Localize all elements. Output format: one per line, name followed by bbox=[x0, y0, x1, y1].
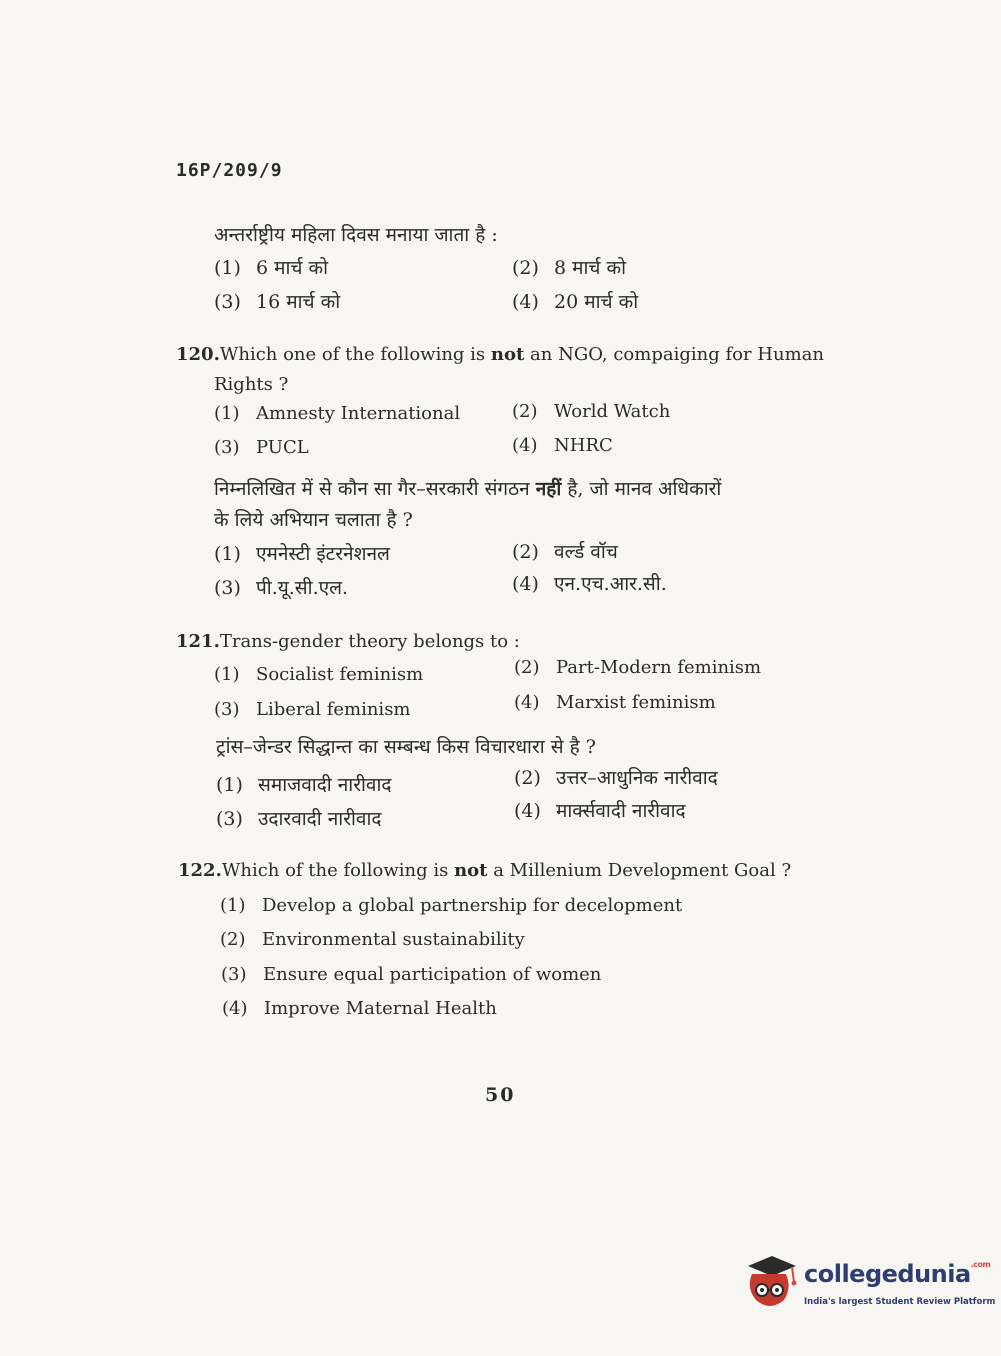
option-text: Liberal feminism bbox=[256, 699, 411, 720]
option-number: (4) bbox=[512, 291, 539, 313]
option-number: (3) bbox=[221, 964, 247, 985]
brand-tagline: India's largest Student Review Platform bbox=[804, 1297, 996, 1307]
option-text: Marxist feminism bbox=[556, 692, 716, 713]
q122-option-2 bbox=[220, 929, 525, 950]
q119-hindi-option-1 bbox=[214, 254, 328, 280]
q122-option-3 bbox=[221, 964, 601, 985]
option-text: मार्क्सवादी नारीवाद bbox=[556, 800, 686, 822]
q122-option-1 bbox=[220, 895, 682, 916]
brand-name bbox=[804, 1260, 990, 1288]
q120-hindi-question-line1 bbox=[214, 474, 721, 504]
option-text: Socialist feminism bbox=[256, 664, 424, 685]
option-number: (2) bbox=[512, 257, 539, 279]
option-number: (2) bbox=[512, 401, 538, 422]
option-text: पी.यू.सी.एल. bbox=[256, 577, 349, 599]
option-number: (3) bbox=[214, 577, 241, 599]
q120-option-4 bbox=[512, 435, 613, 456]
option-text: वर्ल्ड वॉच bbox=[554, 541, 618, 563]
paper-code: 16P/209/9 bbox=[176, 160, 283, 181]
collegedunia-mascot-icon bbox=[742, 1252, 798, 1314]
option-text: एन.एच.आर.सी. bbox=[554, 573, 667, 595]
q120-option-2 bbox=[512, 401, 670, 422]
q120-question-line2: Rights ? bbox=[214, 374, 289, 395]
q119-hindi-option-2 bbox=[512, 254, 626, 280]
option-number: (1) bbox=[214, 664, 240, 685]
option-text: World Watch bbox=[554, 401, 671, 422]
option-text: एमनेस्टी इंटरनेशनल bbox=[256, 543, 390, 565]
question-number: 121. bbox=[176, 631, 220, 652]
q122-question bbox=[178, 856, 791, 886]
question-text: Trans-gender theory belongs to : bbox=[219, 631, 520, 652]
option-number: (3) bbox=[214, 699, 240, 720]
option-number: (4) bbox=[514, 800, 541, 822]
option-number: (4) bbox=[512, 435, 538, 456]
option-number: (1) bbox=[216, 774, 243, 796]
question-text: Which of the following is bbox=[221, 860, 455, 881]
option-text: Amnesty International bbox=[256, 403, 461, 424]
option-number: (4) bbox=[222, 998, 248, 1019]
option-number: (1) bbox=[214, 543, 241, 565]
emphasis-nahin: नहीं bbox=[535, 478, 562, 500]
option-text: 8 मार्च को bbox=[554, 257, 627, 279]
option-number: (1) bbox=[214, 403, 240, 424]
option-text: 20 मार्च को bbox=[554, 291, 639, 313]
question-text: Which one of the following is bbox=[219, 344, 491, 365]
option-number: (1) bbox=[214, 257, 241, 279]
option-text: उत्तर–आधुनिक नारीवाद bbox=[556, 767, 718, 789]
option-number: (3) bbox=[216, 808, 243, 830]
q119-hindi-question: अन्तर्राष्ट्रीय महिला दिवस मनाया जाता है : bbox=[214, 224, 498, 246]
q120-hindi-option-2 bbox=[512, 538, 618, 564]
brand-text: collegedunia bbox=[804, 1260, 971, 1288]
option-text: 16 मार्च को bbox=[256, 291, 341, 313]
option-number: (1) bbox=[220, 895, 246, 916]
q120-option-3 bbox=[214, 437, 309, 458]
brand-dotcom: .com bbox=[970, 1260, 991, 1269]
question-text: निम्नलिखित में से कौन सा गैर–सरकारी संगठन bbox=[214, 478, 536, 500]
option-number: (3) bbox=[214, 291, 241, 313]
q120-option-1 bbox=[214, 403, 460, 424]
option-text: NHRC bbox=[554, 435, 613, 456]
q121-hindi-option-3 bbox=[216, 805, 381, 831]
option-text: समाजवादी नारीवाद bbox=[258, 774, 392, 796]
q119-hindi-option-4 bbox=[512, 288, 638, 314]
q121-option-1 bbox=[214, 664, 423, 685]
q120-hindi-option-4 bbox=[512, 570, 667, 596]
option-number: (3) bbox=[214, 437, 240, 458]
option-number: (2) bbox=[220, 929, 246, 950]
option-text: Develop a global partnership for decelopment bbox=[262, 895, 683, 916]
question-text-cont: है, जो मानव अधिकारों bbox=[561, 478, 722, 500]
option-text: Improve Maternal Health bbox=[264, 998, 497, 1019]
q121-option-4 bbox=[514, 692, 716, 713]
q121-hindi-option-2 bbox=[514, 764, 718, 790]
question-text-cont: a Millenium Development Goal ? bbox=[487, 860, 792, 881]
q120-question-line1 bbox=[176, 340, 824, 370]
question-number: 122. bbox=[178, 860, 222, 881]
q121-option-3 bbox=[214, 699, 411, 720]
q121-option-2 bbox=[514, 657, 761, 678]
option-text: Ensure equal participation of women bbox=[263, 964, 602, 985]
option-text: Environmental sustainability bbox=[262, 929, 525, 950]
option-text: PUCL bbox=[256, 437, 309, 458]
option-text: 6 मार्च को bbox=[256, 257, 329, 279]
q119-hindi-option-3 bbox=[214, 288, 340, 314]
q121-hindi-option-4 bbox=[514, 797, 686, 823]
option-number: (4) bbox=[514, 692, 540, 713]
collegedunia-watermark bbox=[742, 1252, 996, 1322]
q120-hindi-question-line2: के लिये अभियान चलाता है ? bbox=[214, 509, 413, 531]
q121-hindi-option-1 bbox=[216, 771, 392, 797]
q121-question bbox=[176, 627, 520, 657]
question-text-cont: an NGO, compaiging for Human bbox=[524, 344, 824, 365]
option-number: (2) bbox=[514, 657, 540, 678]
q121-hindi-question: ट्रांस–जेन्डर सिद्धान्त का सम्बन्ध किस विचारधारा से है ? bbox=[216, 736, 596, 758]
option-text: Part-Modern feminism bbox=[556, 657, 762, 678]
q122-option-4 bbox=[222, 998, 497, 1019]
option-number: (2) bbox=[512, 541, 539, 563]
question-number: 120. bbox=[176, 344, 220, 365]
option-number: (4) bbox=[512, 573, 539, 595]
q120-hindi-option-1 bbox=[214, 540, 390, 566]
option-text: उदारवादी नारीवाद bbox=[258, 808, 382, 830]
page-number: 50 bbox=[485, 1084, 516, 1106]
q120-hindi-option-3 bbox=[214, 574, 348, 600]
emphasis-not: not bbox=[490, 344, 525, 365]
option-number: (2) bbox=[514, 767, 541, 789]
emphasis-not: not bbox=[454, 860, 488, 881]
